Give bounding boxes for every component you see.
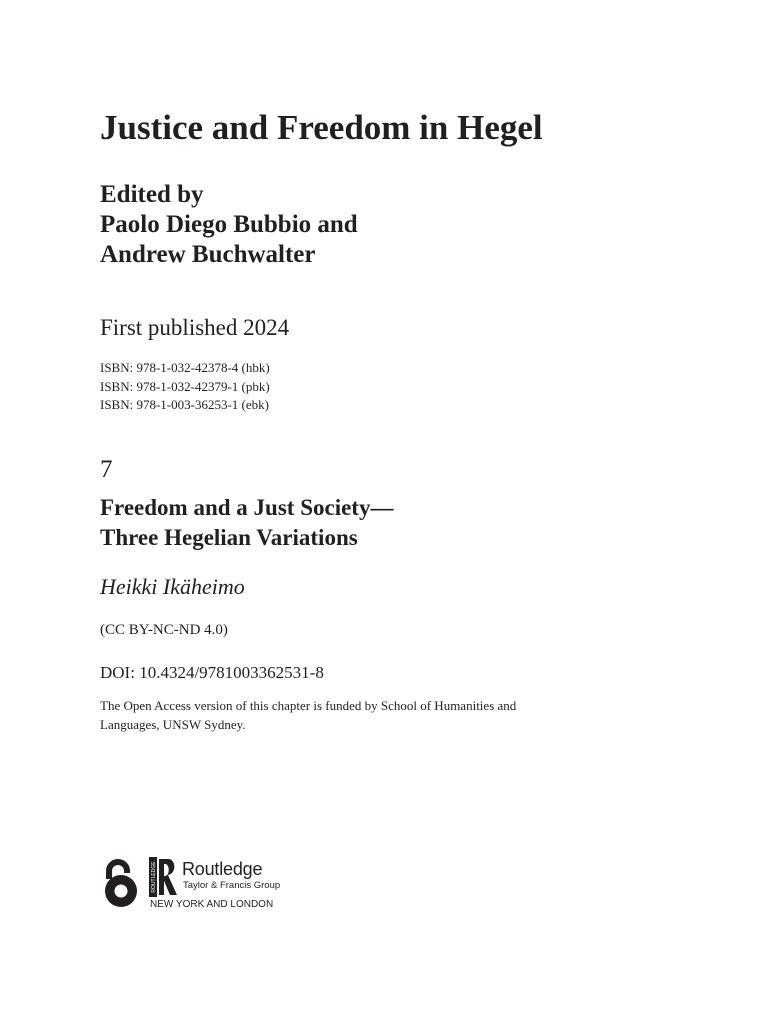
publisher-cities: NEW YORK AND LONDON bbox=[150, 899, 274, 910]
chapter-author: Heikki Ikäheimo bbox=[100, 574, 245, 599]
license-text: (CC BY-NC-ND 4.0) bbox=[100, 622, 228, 638]
editor-line: Andrew Buchwalter bbox=[100, 241, 316, 268]
isbn-ebk: ISBN: 978-1-003-36253-1 (ebk) bbox=[100, 397, 269, 412]
chapter-title-line: Freedom and a Just Society— bbox=[100, 495, 394, 520]
isbn-pbk: ISBN: 978-1-032-42379-1 (pbk) bbox=[100, 378, 270, 394]
publisher-name: Routledge bbox=[182, 859, 263, 879]
isbn-list bbox=[100, 359, 270, 415]
chapter-title-line: Three Hegelian Variations bbox=[100, 525, 358, 550]
funding-line: The Open Access version of this chapter is funded by School of Humanities and bbox=[100, 698, 517, 713]
chapter-title bbox=[100, 493, 393, 553]
editors-block bbox=[100, 180, 358, 270]
routledge-r-icon bbox=[149, 857, 179, 897]
routledge-mark-text: ROUTLEDGE bbox=[151, 861, 157, 893]
chapter-number: 7 bbox=[100, 456, 113, 483]
edited-by-line: Edited by bbox=[100, 181, 204, 208]
doi-text: DOI: 10.4324/9781003362531-8 bbox=[100, 663, 324, 682]
funding-note bbox=[100, 697, 516, 734]
editor-line: Paolo Diego Bubbio and bbox=[100, 211, 358, 238]
book-title: Justice and Freedom in Hegel bbox=[100, 108, 543, 147]
funding-line: Languages, UNSW Sydney. bbox=[100, 716, 246, 732]
open-access-icon bbox=[99, 857, 143, 911]
isbn-hbk: ISBN: 978-1-032-42378-4 (hbk) bbox=[100, 360, 270, 375]
first-published: First published 2024 bbox=[100, 315, 290, 340]
publisher-group: Taylor & Francis Group bbox=[183, 880, 281, 891]
